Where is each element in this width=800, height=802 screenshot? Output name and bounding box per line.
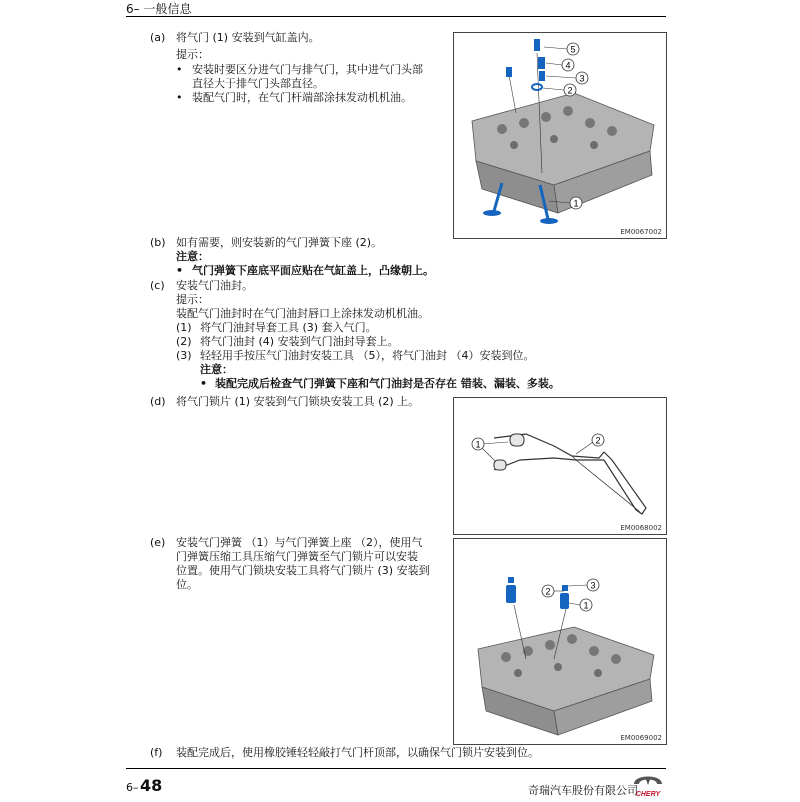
figure-code: EM0069002 [620, 734, 662, 742]
step-e-line: 安装气门弹簧 （1）与气门弹簧上座 （2），使用气 [176, 536, 423, 549]
spring-install-diagram [454, 539, 666, 744]
step-b-note-title: 注意： [176, 250, 209, 263]
tool-handle [604, 452, 646, 514]
header-rule [126, 16, 666, 17]
valve-install-diagram [454, 33, 666, 238]
figure-valve-install [453, 32, 667, 239]
callout-number: 3 [590, 580, 596, 591]
substep-number: (3) [176, 349, 192, 362]
footer-rule [126, 768, 666, 769]
valve-spring [506, 585, 516, 603]
seal-installer-tool [534, 39, 540, 51]
company-name: 奇瑞汽车股份有限公司 [528, 784, 638, 797]
figure-code: EM0067002 [620, 228, 662, 236]
figure-keeper-tool [453, 397, 667, 535]
step-c-text: 安装气门油封。 [176, 279, 253, 292]
substep-number: (2) [176, 335, 192, 348]
substep-number: (1) [176, 321, 192, 334]
step-e-label: (e) [150, 536, 166, 549]
bullet-dot: • [176, 63, 183, 76]
callout-number: 2 [567, 85, 573, 96]
figure-spring-install [453, 538, 667, 745]
page-number: 48 [140, 776, 163, 795]
step-c-tip-title: 提示： [176, 293, 209, 306]
step-f-text: 装配完成后，使用橡胶锤轻轻敲打气门杆顶部，以确保气门锁片安装到位。 [176, 746, 539, 759]
callout-number: 1 [583, 600, 589, 611]
callout-number: 5 [570, 44, 576, 55]
step-a-bullet: 直径大于排气门头部直径。 [192, 77, 324, 90]
chery-logo-icon [630, 772, 666, 798]
step-d-text: 将气门锁片 (1) 安装到气门锁块安装工具 (2) 上。 [176, 395, 420, 408]
page-number-prefix: 6– [126, 781, 139, 794]
callout-number: 1 [573, 198, 579, 209]
step-c-note: 装配完成后检查气门弹簧下座和气门油封是否存在 错装、漏装、多装。 [215, 377, 560, 390]
keeper-tool-diagram [454, 398, 666, 534]
chery-logo [630, 772, 666, 798]
step-c-label: (c) [150, 279, 165, 292]
valve-oil-seal [538, 57, 545, 69]
seal-guide-sleeve [539, 71, 545, 81]
step-a-bullet: 安装时要区分进气门与排气门，其中进气门头部 [192, 63, 423, 76]
step-c-tip: 装配气门油封时在气门油封唇口上涂抹发动机机油。 [176, 307, 429, 320]
bullet-dot: • [176, 264, 184, 277]
step-c-note-title: 注意： [200, 363, 233, 376]
step-f-label: (f) [150, 746, 163, 759]
callout-number: 1 [475, 439, 481, 450]
valve-spring [560, 593, 569, 609]
substep-text: 轻轻用手按压气门油封安装工具 （5），将气门油封 （4）安装到位。 [200, 349, 535, 362]
substep-text: 将气门油封 (4) 安装到气门油封导套上。 [200, 335, 399, 348]
step-a-bullet: 装配气门时，在气门杆端部涂抹发动机机油。 [192, 91, 412, 104]
bullet-dot: • [200, 377, 208, 390]
callout-number: 2 [545, 586, 551, 597]
brand-wordmark: CHERY [635, 791, 661, 798]
callout-number: 4 [565, 60, 571, 71]
valve-keeper [562, 585, 568, 591]
callout-number: 2 [595, 435, 601, 446]
step-b-label: (b) [150, 236, 166, 249]
step-e-line: 位置。使用气门锁块安装工具将气门锁片 (3) 安装到 [176, 564, 430, 577]
step-e-line: 位。 [176, 578, 198, 591]
spring-lower-seat [532, 84, 542, 90]
step-d-label: (d) [150, 395, 166, 408]
substep-text: 将气门油封导套工具 (3) 套入气门。 [200, 321, 377, 334]
callout-number: 3 [579, 73, 585, 84]
figure-code: EM0068002 [620, 524, 662, 532]
step-a-tip-title: 提示： [176, 48, 209, 61]
valve-spring-seat [506, 67, 512, 77]
section-header: 6– 一般信息 [126, 2, 192, 16]
step-a-label: (a) [150, 31, 166, 44]
step-a-text: 将气门 (1) 安装到气缸盖内。 [176, 31, 320, 44]
step-e-line: 门弹簧压缩工具压缩气门弹簧至气门锁片可以安装 [176, 550, 418, 563]
step-b-text: 如有需要，则安装新的气门弹簧下座 (2)。 [176, 236, 383, 249]
step-b-note: 气门弹簧下座底平面应贴在气缸盖上，凸缘朝上。 [192, 264, 434, 277]
valve-keeper [510, 434, 524, 446]
bullet-dot: • [176, 91, 183, 104]
